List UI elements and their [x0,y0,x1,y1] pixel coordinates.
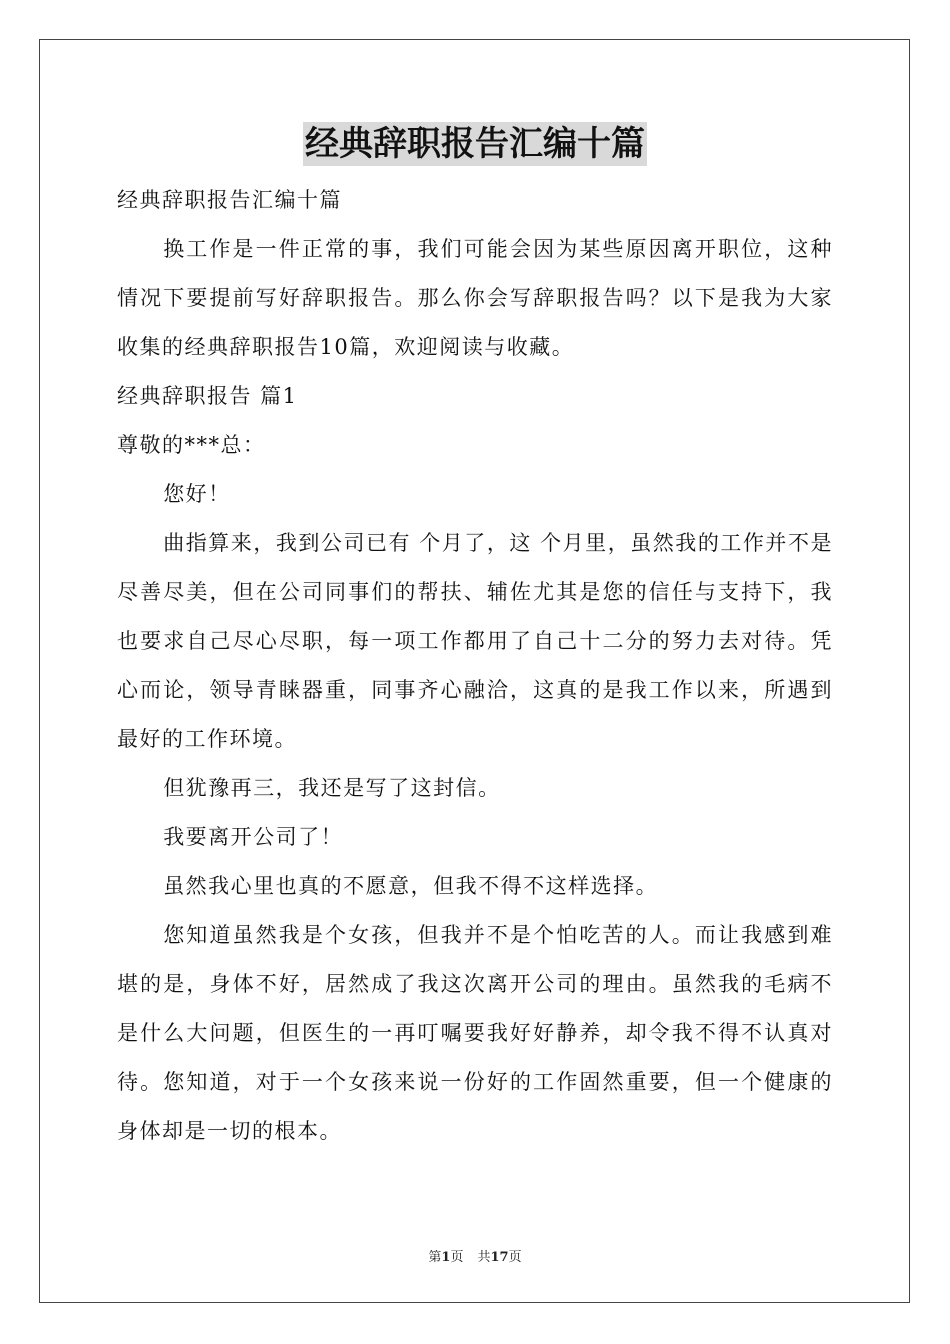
salutation: 尊敬的***总： [117,433,266,457]
body-paragraph: 曲指算来，我到公司已有 个月了，这 个月里，虽然我的工作并不是尽善尽美，但在公司同事们的帮扶、辅佐尤其是您的信任与支持下，我也要求自己尽心尽职，每一项工作都用了自己十二分的努力去对待。凭心而论，领导青睐器重，同事齐心融洽，这真的是我工作以来，所遇到最好的工作环境。 [117,531,833,751]
page-suffix: 页 [450,1250,464,1265]
greeting: 您好！ [163,482,231,506]
body-paragraph: 虽然我心里也真的不愿意，但我不得不这样选择。 [163,874,659,898]
total-suffix: 页 [508,1250,522,1265]
page-prefix: 第 [428,1250,442,1265]
intro-paragraph: 换工作是一件正常的事，我们可能会因为某些原因离开职位，这种情况下要提前写好辞职报告。那么你会写辞职报告吗？以下是我为大家收集的经典辞职报告10篇，欢迎阅读与收藏。 [117,237,833,359]
body-paragraph: 您知道虽然我是个女孩，但我并不是个怕吃苦的人。而让我感到难堪的是，身体不好，居然成了我这次离开公司的理由。虽然我的毛病不是什么大问题，但医生的一再叮嘱要我好好静养，却令我不得不认真对待。您知道，对于一个女孩来说一份好的工作固然重要，但一个健康的身体却是一切的根本。 [117,923,833,1143]
subtitle-paragraph: 经典辞职报告汇编十篇 [117,188,342,212]
page-footer [0,1246,950,1265]
section-heading: 经典辞职报告 篇1 [117,384,298,408]
body-paragraph: 我要离开公司了！ [163,825,344,849]
title-container [0,122,950,166]
total-prefix: 共 [477,1250,491,1265]
document-body [117,176,833,1156]
page-total: 17 [490,1250,509,1265]
body-paragraph: 但犹豫再三，我还是写了这封信。 [163,776,501,800]
page-number: 1 [441,1250,451,1265]
document-title: 经典辞职报告汇编十篇 [305,124,645,164]
